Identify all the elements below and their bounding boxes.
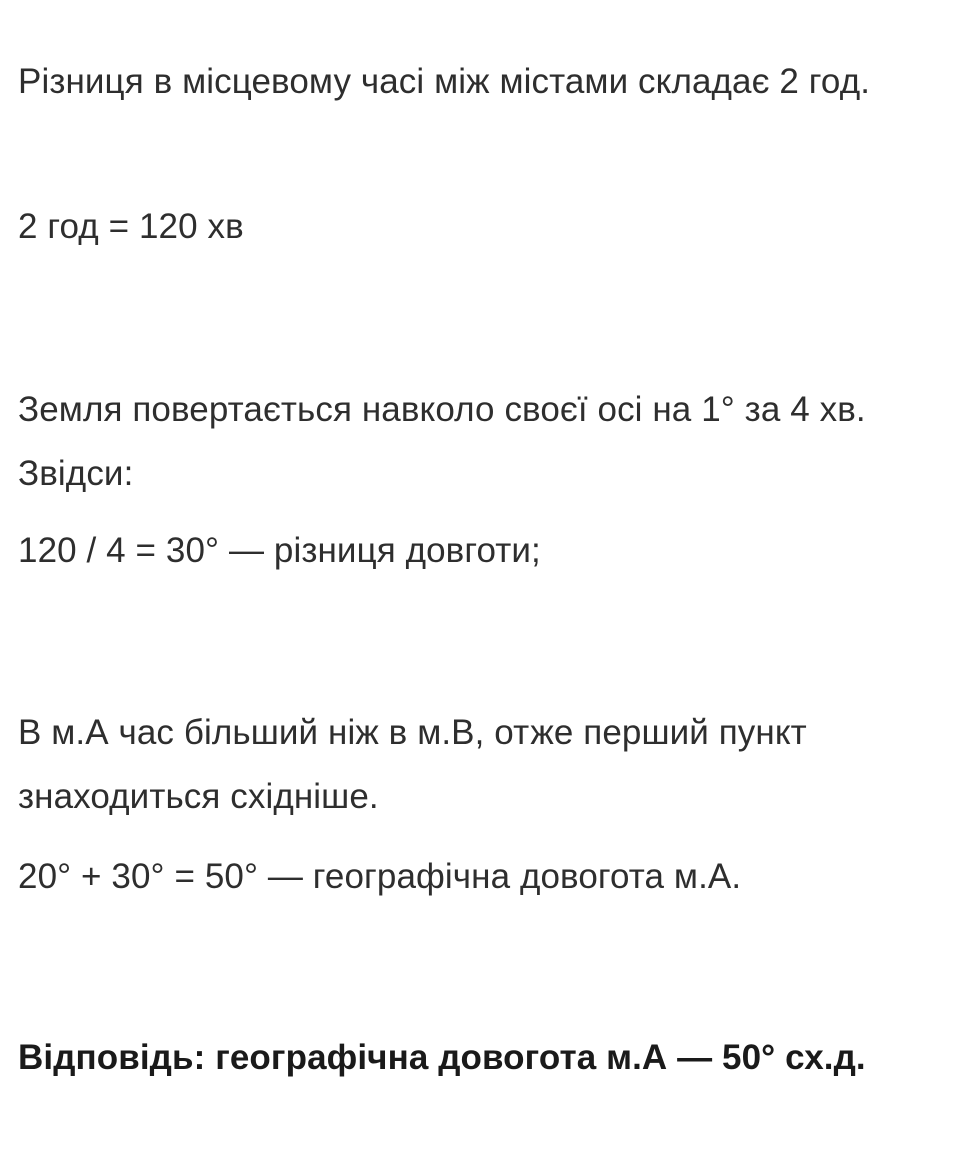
time-difference-paragraph: Різниця в місцевому часі між містами складає 2 год. [18,62,871,101]
east-west-reasoning-paragraph: В м.А час більший ніж в м.В, отже перший пункт знаходиться східніше. [18,713,807,816]
minutes-conversion-paragraph: 2 год = 120 хв [18,207,244,246]
earth-rotation-paragraph: Земля повертається навколо своєї осі на 1° за 4 хв. Звідси: [18,390,866,493]
longitude-calculation-paragraph: 20° + 30° = 50° — географічна довогота м.А. [18,857,742,896]
final-answer-paragraph: Відповідь: географічна довогота м.А — 50° сх.д. [18,1038,866,1077]
longitude-difference-paragraph: 120 / 4 = 30° — різниця довготи; [18,531,541,570]
